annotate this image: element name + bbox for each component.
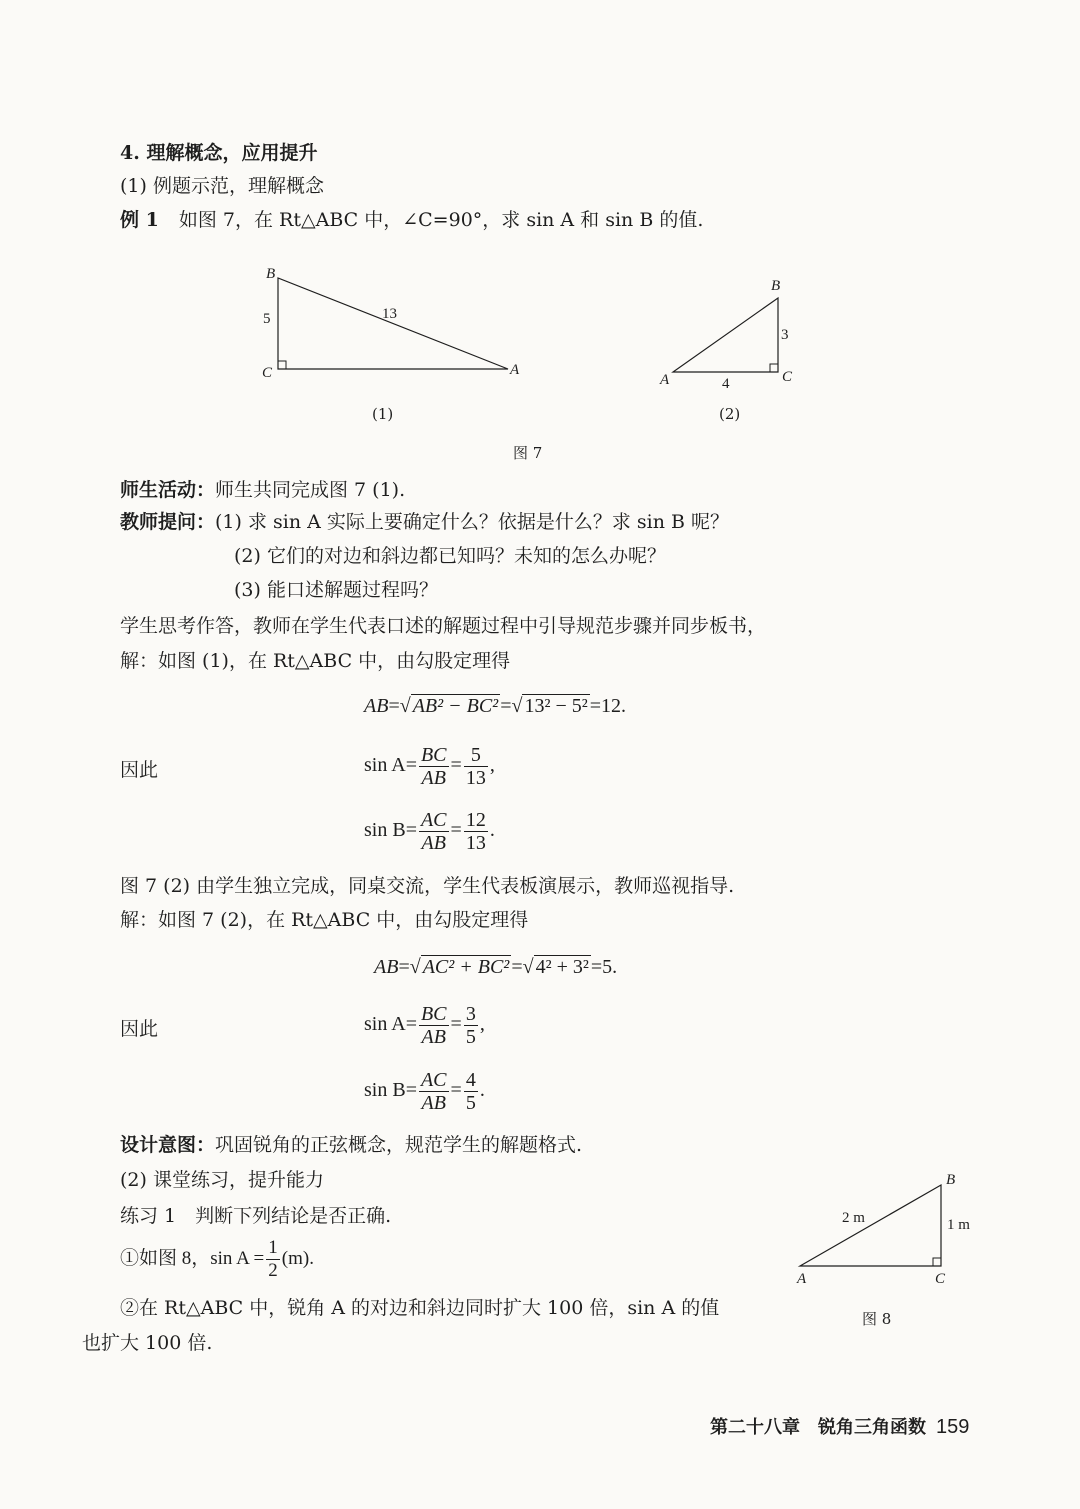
therefore-2: 因此 [120, 1018, 159, 1040]
students-text: 学生思考作答，教师在学生代表口述的解题过程中引导规范步骤并同步板书， [120, 615, 767, 637]
sin-a-lhs-2: sin A [364, 1013, 406, 1036]
item-1-post: (m). [281, 1247, 314, 1269]
sin-b-end: . [489, 819, 495, 842]
sin-a-num-1: BC [420, 744, 447, 766]
sin-a-den-1: AB [421, 767, 446, 789]
subsection-2: (2) 课堂练习，提升能力 [120, 1169, 324, 1191]
item-1-num: 1 [268, 1237, 278, 1258]
sin-a-den-2-2: 5 [465, 1026, 476, 1048]
figure-7-caption: 图 7 [513, 444, 543, 462]
figure-7-2-text: 图 7 (2) 由学生独立完成，同桌交流，学生代表板演展示，教师巡视指导. [120, 875, 735, 897]
therefore-1: 因此 [120, 759, 159, 781]
sin-b-num-2-2: 4 [465, 1069, 476, 1091]
fig8-vertex-c: C [935, 1271, 946, 1287]
vertex-a-label: A [510, 362, 520, 378]
side-ab-label: 13 [382, 306, 397, 322]
vertex-b-label: B [266, 266, 276, 282]
ab-step1-2: AC² + BC² [422, 956, 510, 978]
solution-2-ab-equation: AB=√ AC² + BC² =√ 4² + 3² =5. [374, 956, 618, 978]
vertex-b-label-2: B [771, 278, 781, 294]
vertex-a-label-2: A [660, 372, 670, 388]
design-label: 设计意图： [120, 1134, 216, 1156]
item-1-den: 2 [268, 1260, 278, 1281]
sin-a-end-2: , [479, 1013, 485, 1036]
side-ac-label-2: 4 [722, 376, 730, 392]
questions-label: 教师提问： [120, 511, 216, 533]
figure-7-caption-1: (1) [372, 405, 394, 423]
example-text: 如图 7，在 Rt△ABC 中，∠C=90°，求 sin A 和 sin B 的值. [178, 209, 704, 231]
sin-b-num-1: AC [420, 809, 447, 831]
ab-lhs: AB [364, 695, 389, 717]
section-title: 4. 理解概念，应用提升 [120, 142, 318, 164]
example-label: 例 1 [120, 209, 159, 231]
chapter-title: 第二十八章 锐角三角函数 [710, 1417, 926, 1438]
sin-b-den-2-2: 5 [465, 1092, 476, 1114]
sin-a-lhs: sin A [364, 754, 406, 777]
fig8-leg-label: 1 m [947, 1217, 970, 1233]
question-3: (3) 能口述解题过程吗？ [234, 579, 438, 601]
activity-label: 师生活动： [120, 479, 216, 501]
activity-text: 师生共同完成图 7 (1). [215, 479, 406, 501]
vertex-c-label: C [262, 365, 273, 381]
sin-a-num-2: 5 [464, 744, 488, 767]
fig8-vertex-a: A [797, 1271, 807, 1287]
sin-b-end-2: . [479, 1079, 485, 1102]
solution-1-intro: 解：如图 (1)，在 Rt△ABC 中，由勾股定理得 [120, 650, 511, 672]
sin-a-den-2: 13 [465, 767, 486, 789]
ab-result: =12. [589, 695, 627, 717]
sin-b-lhs-2: sin B [364, 1079, 406, 1102]
side-bc-label: 5 [263, 311, 271, 327]
sin-b-den-1-2: AB [421, 1092, 446, 1114]
solution-2-sin-b: sin B= $\frac{AC}{AB}$ = $\frac{4}{5}$ . [364, 1069, 485, 1114]
solution-2-intro: 解：如图 7 (2)，在 Rt△ABC 中，由勾股定理得 [120, 909, 529, 931]
exercise-1-item-2-line-1: ②在 Rt△ABC 中，锐角 A 的对边和斜边同时扩大 100 倍，sin A 的值 [120, 1297, 720, 1319]
side-bc-label-2: 3 [781, 327, 789, 343]
solution-1-ab-equation: AB=√ AB² − BC² =√ 13² − 5² =12. [364, 695, 627, 717]
sin-a-den-1-2: AB [421, 1026, 446, 1048]
figure-8-caption: 图 8 [862, 1310, 892, 1328]
ab-lhs-2: AB [374, 956, 399, 978]
sin-b-num-1-2: AC [420, 1069, 447, 1091]
vertex-c-label-2: C [782, 369, 793, 385]
page-footer [710, 1413, 969, 1439]
exercise-1-item-2-line-2: 也扩大 100 倍. [82, 1332, 213, 1354]
design-text: 巩固锐角的正弦概念，规范学生的解题格式. [215, 1134, 583, 1156]
fig8-vertex-b: B [946, 1172, 956, 1188]
ab-step1: AB² − BC² [412, 695, 499, 717]
ab-step2-2: 4² + 3² [535, 956, 589, 978]
sin-a-end: , [489, 754, 495, 777]
question-2: (2) 它们的对边和斜边都已知吗？未知的怎么办呢？ [234, 545, 666, 567]
sin-a-num-2-2: 3 [465, 1003, 476, 1025]
sin-b-num-2: 12 [465, 809, 486, 831]
question-1: (1) 求 sin A 实际上要确定什么？依据是什么？求 sin B 呢？ [215, 511, 730, 533]
ab-result-2: =5. [590, 956, 618, 978]
fig8-hyp-label: 2 m [842, 1210, 865, 1226]
sin-a-num-1-2: BC [420, 1003, 447, 1025]
subsection-1: (1) 例题示范，理解概念 [120, 175, 324, 197]
item-1-pre: ①如图 8，sin A = [120, 1247, 265, 1269]
solution-1-sin-b: sin B= $\frac{AC}{AB}$ = $\frac{12}{13}$ . [364, 809, 495, 854]
solution-1-sin-a: sin A= $\frac{BC}{AB}$ = $\frac{5}{13}$ , [364, 744, 495, 789]
exercise-1-title: 练习 1 判断下列结论是否正确. [120, 1205, 392, 1227]
page-number: 159 [936, 1416, 970, 1438]
ab-step2: 13² − 5² [524, 695, 588, 717]
solution-2-sin-a: sin A= $\frac{BC}{AB}$ = $\frac{3}{5}$ , [364, 1003, 485, 1048]
figure-7-caption-2: (2) [719, 405, 741, 423]
sin-b-lhs: sin B [364, 819, 406, 842]
sin-b-den-1: AB [421, 832, 446, 854]
sin-b-den-2: 13 [465, 832, 486, 854]
